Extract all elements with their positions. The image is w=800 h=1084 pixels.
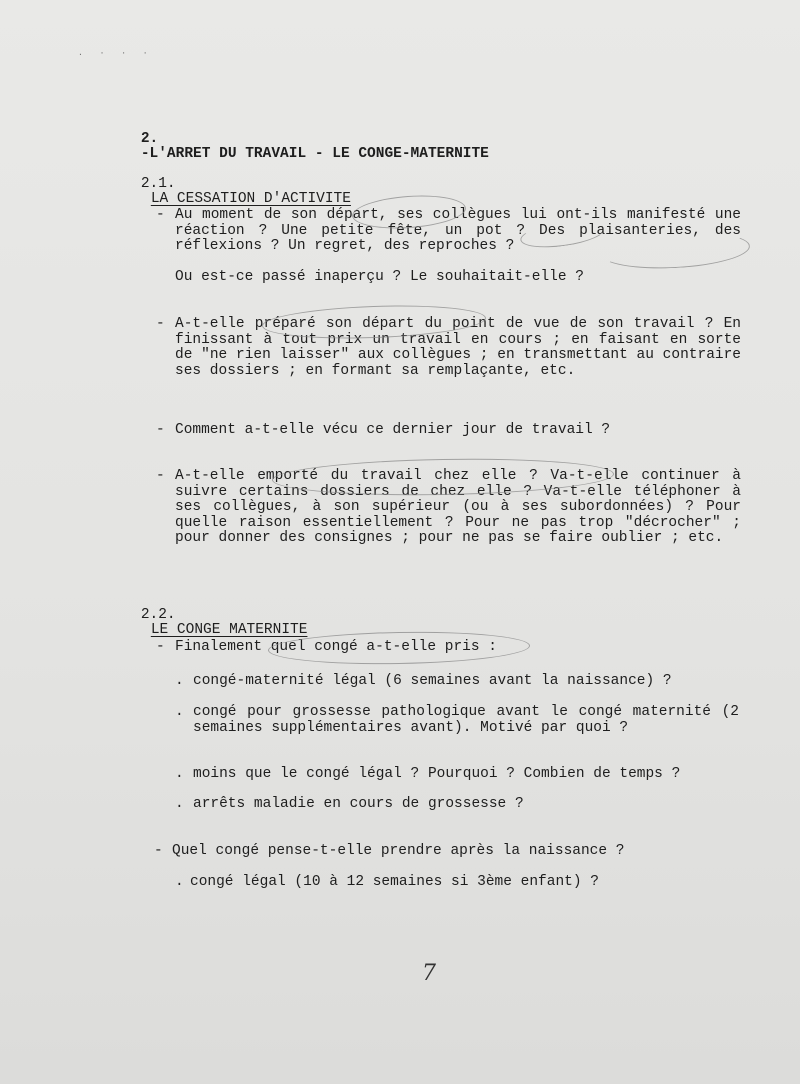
question-1-followup: Ou est-ce passé inaperçu ? Le souhaitait-elle ?: [175, 269, 584, 285]
leave-question-2-text: Quel congé pense-t-elle prendre après la naissance ?: [172, 843, 625, 859]
section-2-2-number: 2.2.: [140, 606, 176, 623]
question-dash: -: [154, 843, 163, 859]
question-1-text: Au moment de son départ, ses collègues lui ont-ils manifesté une réaction ? Une petite fête, un pot ? Des plaisanteries, des réflexions ? Un regret, des reproches ?: [175, 207, 741, 254]
option-bullet: .: [175, 874, 184, 890]
question-dash: -: [156, 316, 165, 332]
leave-option-text: congé légal (10 à 12 semaines si 3ème enfant) ?: [190, 874, 599, 890]
section-2-2-title: LE CONGE MATERNITE: [150, 622, 308, 638]
section-2-number: 2.: [140, 130, 159, 147]
leave-option-text: congé-maternité légal (6 semaines avant la naissance) ?: [193, 673, 672, 689]
question-2-text: A-t-elle préparé son départ du point de vue de son travail ? En finissant à tout prix un travail en cours ; en faisant en sorte de "ne rien laisser" aux collègues ; en transmettant au contraire ses dossiers ; en formant sa remplaçante, etc.: [175, 316, 741, 379]
question-dash: -: [156, 639, 165, 655]
question-dash: -: [156, 422, 165, 438]
section-2-1-number: 2.1.: [140, 175, 176, 192]
section-2-1-title: LA CESSATION D'ACTIVITE: [150, 191, 351, 207]
section-2-title: -L'ARRET DU TRAVAIL - LE CONGE-MATERNITE: [140, 146, 489, 162]
page-number: 7: [422, 961, 436, 986]
question-3-text: Comment a-t-elle vécu ce dernier jour de travail ?: [175, 422, 611, 438]
question-dash: -: [156, 207, 165, 223]
leave-question-1-text: Finalement quel congé a-t-elle pris :: [175, 639, 497, 655]
leave-option-text: moins que le congé légal ? Pourquoi ? Combien de temps ?: [193, 766, 681, 782]
leave-option-text: congé pour grossesse pathologique avant le congé maternité (2 semaines supplémentaires avant). Motivé par quoi ?: [193, 704, 739, 736]
leave-option-text: arrêts maladie en cours de grossesse ?: [193, 796, 524, 812]
option-bullet: .: [175, 704, 184, 720]
option-bullet: .: [175, 673, 184, 689]
scan-specks: . · · ·: [78, 49, 154, 58]
question-4-text: A-t-elle emporté du travail chez elle ? Va-t-elle continuer à suivre certains dossiers de chez elle ? Va-t-elle téléphoner à ses collègues, à son supérieur (ou à ses subordonnées) ? Pour quelle raison essentiellement ? Pour ne pas trop "décrocher" ; pour donner des consignes ; pour ne pas se faire oublier ; etc.: [175, 468, 741, 546]
option-bullet: .: [175, 766, 184, 782]
question-dash: -: [156, 468, 165, 484]
option-bullet: .: [175, 796, 184, 812]
